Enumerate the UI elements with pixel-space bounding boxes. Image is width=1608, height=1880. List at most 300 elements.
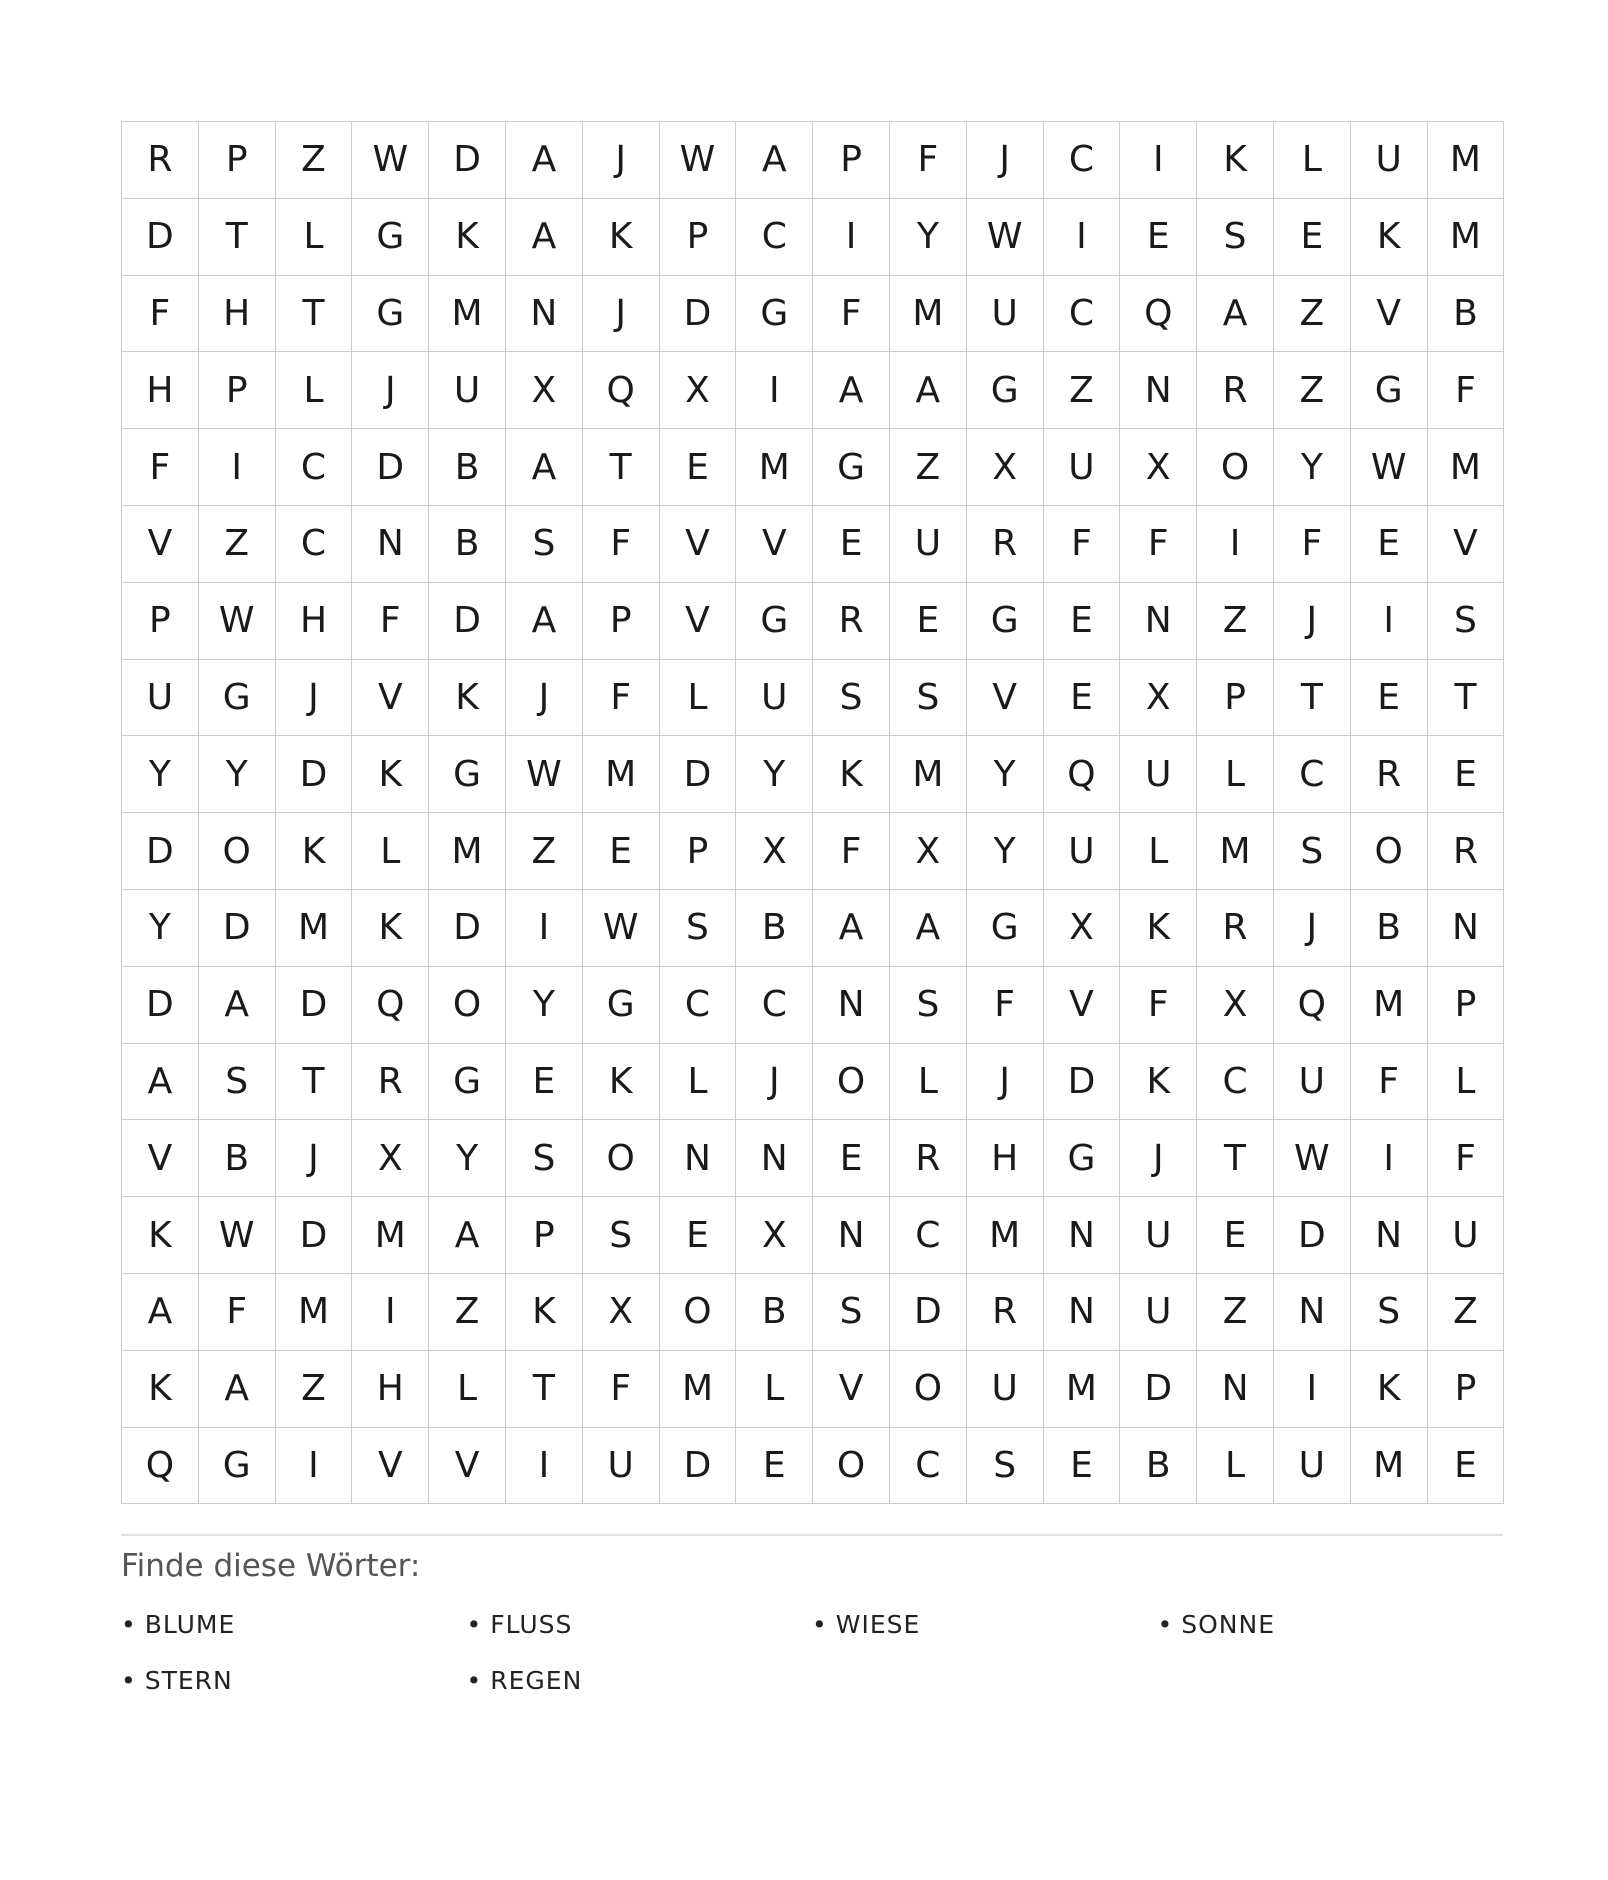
grid-cell[interactable]: C	[276, 506, 353, 583]
grid-cell[interactable]: A	[122, 1274, 199, 1351]
grid-cell[interactable]: K	[1351, 199, 1428, 276]
grid-cell[interactable]: U	[890, 506, 967, 583]
grid-cell[interactable]: Z	[276, 1351, 353, 1428]
grid-cell[interactable]: L	[1120, 813, 1197, 890]
grid-cell[interactable]: N	[660, 1120, 737, 1197]
grid-cell[interactable]: V	[813, 1351, 890, 1428]
grid-cell[interactable]: M	[1428, 199, 1505, 276]
grid-cell[interactable]: V	[122, 1120, 199, 1197]
grid-cell[interactable]: H	[276, 583, 353, 660]
grid-cell[interactable]: L	[1274, 122, 1351, 199]
grid-cell[interactable]: U	[1120, 1197, 1197, 1274]
grid-cell[interactable]: T	[1274, 660, 1351, 737]
grid-cell[interactable]: P	[199, 352, 276, 429]
grid-cell[interactable]: Y	[199, 736, 276, 813]
grid-cell[interactable]: W	[199, 1197, 276, 1274]
grid-cell[interactable]: C	[1197, 1044, 1274, 1121]
grid-cell[interactable]: F	[1120, 967, 1197, 1044]
grid-cell[interactable]: L	[736, 1351, 813, 1428]
grid-cell[interactable]: E	[1351, 506, 1428, 583]
grid-cell[interactable]: M	[429, 813, 506, 890]
grid-cell[interactable]: J	[506, 660, 583, 737]
grid-cell[interactable]: G	[583, 967, 660, 1044]
grid-cell[interactable]: F	[352, 583, 429, 660]
grid-cell[interactable]: G	[813, 429, 890, 506]
grid-cell[interactable]: D	[276, 736, 353, 813]
grid-cell[interactable]: G	[352, 276, 429, 353]
grid-cell[interactable]: V	[967, 660, 1044, 737]
grid-cell[interactable]: F	[583, 1351, 660, 1428]
grid-cell[interactable]: A	[199, 967, 276, 1044]
grid-cell[interactable]: P	[813, 122, 890, 199]
grid-cell[interactable]: S	[660, 890, 737, 967]
grid-cell[interactable]: A	[429, 1197, 506, 1274]
grid-cell[interactable]: H	[122, 352, 199, 429]
grid-cell[interactable]: F	[1428, 1120, 1505, 1197]
grid-cell[interactable]: D	[122, 813, 199, 890]
grid-cell[interactable]: X	[660, 352, 737, 429]
grid-cell[interactable]: U	[967, 1351, 1044, 1428]
grid-cell[interactable]: Z	[506, 813, 583, 890]
grid-cell[interactable]: X	[1120, 660, 1197, 737]
grid-cell[interactable]: D	[429, 122, 506, 199]
grid-cell[interactable]: E	[660, 1197, 737, 1274]
grid-cell[interactable]: K	[352, 890, 429, 967]
grid-cell[interactable]: E	[813, 1120, 890, 1197]
grid-cell[interactable]: Z	[199, 506, 276, 583]
grid-cell[interactable]: X	[890, 813, 967, 890]
grid-cell[interactable]: F	[122, 276, 199, 353]
grid-cell[interactable]: D	[660, 276, 737, 353]
grid-cell[interactable]: I	[1351, 583, 1428, 660]
grid-cell[interactable]: U	[967, 276, 1044, 353]
grid-cell[interactable]: E	[583, 813, 660, 890]
grid-cell[interactable]: S	[890, 660, 967, 737]
grid-cell[interactable]: A	[890, 352, 967, 429]
grid-cell[interactable]: Y	[736, 736, 813, 813]
grid-cell[interactable]: V	[1044, 967, 1121, 1044]
grid-cell[interactable]: A	[813, 352, 890, 429]
grid-cell[interactable]: S	[890, 967, 967, 1044]
grid-cell[interactable]: O	[199, 813, 276, 890]
grid-cell[interactable]: S	[967, 1428, 1044, 1505]
grid-cell[interactable]: U	[1274, 1044, 1351, 1121]
grid-cell[interactable]: M	[429, 276, 506, 353]
grid-cell[interactable]: F	[1274, 506, 1351, 583]
grid-cell[interactable]: B	[1428, 276, 1505, 353]
grid-cell[interactable]: N	[1120, 583, 1197, 660]
grid-cell[interactable]: G	[736, 583, 813, 660]
grid-cell[interactable]: J	[967, 122, 1044, 199]
grid-cell[interactable]: L	[1197, 1428, 1274, 1505]
grid-cell[interactable]: F	[122, 429, 199, 506]
grid-cell[interactable]: V	[352, 1428, 429, 1505]
grid-cell[interactable]: D	[276, 1197, 353, 1274]
grid-cell[interactable]: D	[1120, 1351, 1197, 1428]
grid-cell[interactable]: S	[506, 506, 583, 583]
grid-cell[interactable]: P	[1428, 967, 1505, 1044]
grid-cell[interactable]: P	[122, 583, 199, 660]
grid-cell[interactable]: E	[1197, 1197, 1274, 1274]
grid-cell[interactable]: F	[813, 813, 890, 890]
grid-cell[interactable]: F	[583, 506, 660, 583]
grid-cell[interactable]: U	[122, 660, 199, 737]
grid-cell[interactable]: Z	[429, 1274, 506, 1351]
grid-cell[interactable]: S	[1428, 583, 1505, 660]
grid-cell[interactable]: N	[1351, 1197, 1428, 1274]
grid-cell[interactable]: I	[736, 352, 813, 429]
grid-cell[interactable]: F	[813, 276, 890, 353]
grid-cell[interactable]: C	[736, 967, 813, 1044]
grid-cell[interactable]: U	[1428, 1197, 1505, 1274]
grid-cell[interactable]: Y	[890, 199, 967, 276]
grid-cell[interactable]: P	[506, 1197, 583, 1274]
grid-cell[interactable]: K	[352, 736, 429, 813]
grid-cell[interactable]: D	[1044, 1044, 1121, 1121]
grid-cell[interactable]: Y	[122, 736, 199, 813]
grid-cell[interactable]: U	[429, 352, 506, 429]
grid-cell[interactable]: R	[813, 583, 890, 660]
grid-cell[interactable]: Z	[1044, 352, 1121, 429]
grid-cell[interactable]: F	[1351, 1044, 1428, 1121]
grid-cell[interactable]: X	[736, 813, 813, 890]
grid-cell[interactable]: P	[1197, 660, 1274, 737]
grid-cell[interactable]: D	[352, 429, 429, 506]
grid-cell[interactable]: X	[736, 1197, 813, 1274]
grid-cell[interactable]: Z	[276, 122, 353, 199]
grid-cell[interactable]: P	[660, 199, 737, 276]
grid-cell[interactable]: Q	[352, 967, 429, 1044]
grid-cell[interactable]: C	[276, 429, 353, 506]
grid-cell[interactable]: G	[967, 352, 1044, 429]
grid-cell[interactable]: S	[199, 1044, 276, 1121]
grid-cell[interactable]: T	[583, 429, 660, 506]
grid-cell[interactable]: S	[813, 660, 890, 737]
grid-cell[interactable]: M	[890, 276, 967, 353]
grid-cell[interactable]: V	[660, 583, 737, 660]
grid-cell[interactable]: U	[736, 660, 813, 737]
grid-cell[interactable]: R	[967, 506, 1044, 583]
grid-cell[interactable]: D	[122, 967, 199, 1044]
grid-cell[interactable]: R	[122, 122, 199, 199]
grid-cell[interactable]: F	[1044, 506, 1121, 583]
grid-cell[interactable]: E	[1120, 199, 1197, 276]
grid-cell[interactable]: T	[276, 276, 353, 353]
grid-cell[interactable]: Q	[122, 1428, 199, 1505]
grid-cell[interactable]: J	[276, 660, 353, 737]
grid-cell[interactable]: N	[813, 967, 890, 1044]
grid-cell[interactable]: E	[506, 1044, 583, 1121]
grid-cell[interactable]: O	[429, 967, 506, 1044]
grid-cell[interactable]: S	[1274, 813, 1351, 890]
grid-cell[interactable]: P	[199, 122, 276, 199]
grid-cell[interactable]: Z	[1274, 276, 1351, 353]
grid-cell[interactable]: E	[1351, 660, 1428, 737]
grid-cell[interactable]: A	[506, 199, 583, 276]
grid-cell[interactable]: N	[1044, 1274, 1121, 1351]
grid-cell[interactable]: V	[122, 506, 199, 583]
grid-cell[interactable]: K	[583, 1044, 660, 1121]
grid-cell[interactable]: Y	[122, 890, 199, 967]
grid-cell[interactable]: L	[660, 1044, 737, 1121]
grid-cell[interactable]: V	[736, 506, 813, 583]
grid-cell[interactable]: A	[122, 1044, 199, 1121]
grid-cell[interactable]: E	[1274, 199, 1351, 276]
grid-cell[interactable]: W	[967, 199, 1044, 276]
grid-cell[interactable]: A	[506, 122, 583, 199]
grid-cell[interactable]: J	[583, 276, 660, 353]
grid-cell[interactable]: X	[583, 1274, 660, 1351]
grid-cell[interactable]: U	[1044, 813, 1121, 890]
grid-cell[interactable]: P	[583, 583, 660, 660]
grid-cell[interactable]: V	[660, 506, 737, 583]
grid-cell[interactable]: E	[1044, 1428, 1121, 1505]
grid-cell[interactable]: L	[1428, 1044, 1505, 1121]
grid-cell[interactable]: J	[276, 1120, 353, 1197]
grid-cell[interactable]: W	[506, 736, 583, 813]
grid-cell[interactable]: B	[1120, 1428, 1197, 1505]
grid-cell[interactable]: Q	[583, 352, 660, 429]
grid-cell[interactable]: G	[1351, 352, 1428, 429]
grid-cell[interactable]: K	[429, 660, 506, 737]
grid-cell[interactable]: K	[813, 736, 890, 813]
grid-cell[interactable]: X	[506, 352, 583, 429]
grid-cell[interactable]: J	[1274, 583, 1351, 660]
grid-cell[interactable]: G	[199, 660, 276, 737]
grid-cell[interactable]: Y	[429, 1120, 506, 1197]
grid-cell[interactable]: I	[199, 429, 276, 506]
grid-cell[interactable]: Q	[1120, 276, 1197, 353]
grid-cell[interactable]: K	[122, 1351, 199, 1428]
grid-cell[interactable]: K	[1197, 122, 1274, 199]
grid-cell[interactable]: X	[352, 1120, 429, 1197]
grid-cell[interactable]: M	[1351, 1428, 1428, 1505]
grid-cell[interactable]: E	[890, 583, 967, 660]
grid-cell[interactable]: A	[890, 890, 967, 967]
grid-cell[interactable]: M	[1197, 813, 1274, 890]
grid-cell[interactable]: U	[1120, 736, 1197, 813]
grid-cell[interactable]: N	[1120, 352, 1197, 429]
grid-cell[interactable]: B	[736, 890, 813, 967]
grid-cell[interactable]: J	[352, 352, 429, 429]
grid-cell[interactable]: E	[736, 1428, 813, 1505]
grid-cell[interactable]: B	[736, 1274, 813, 1351]
grid-cell[interactable]: U	[1274, 1428, 1351, 1505]
grid-cell[interactable]: I	[1120, 122, 1197, 199]
grid-cell[interactable]: I	[506, 890, 583, 967]
grid-cell[interactable]: G	[967, 583, 1044, 660]
grid-cell[interactable]: R	[1428, 813, 1505, 890]
grid-cell[interactable]: D	[890, 1274, 967, 1351]
grid-cell[interactable]: O	[583, 1120, 660, 1197]
grid-cell[interactable]: A	[199, 1351, 276, 1428]
grid-cell[interactable]: D	[429, 583, 506, 660]
grid-cell[interactable]: O	[1197, 429, 1274, 506]
grid-cell[interactable]: M	[276, 1274, 353, 1351]
grid-cell[interactable]: R	[967, 1274, 1044, 1351]
grid-cell[interactable]: E	[1428, 736, 1505, 813]
grid-cell[interactable]: V	[1351, 276, 1428, 353]
grid-cell[interactable]: K	[1120, 890, 1197, 967]
grid-cell[interactable]: X	[1120, 429, 1197, 506]
grid-cell[interactable]: J	[736, 1044, 813, 1121]
grid-cell[interactable]: K	[1120, 1044, 1197, 1121]
grid-cell[interactable]: L	[890, 1044, 967, 1121]
grid-cell[interactable]: S	[1197, 199, 1274, 276]
grid-cell[interactable]: I	[1044, 199, 1121, 276]
grid-cell[interactable]: U	[1044, 429, 1121, 506]
grid-cell[interactable]: N	[506, 276, 583, 353]
grid-cell[interactable]: F	[199, 1274, 276, 1351]
grid-cell[interactable]: M	[276, 890, 353, 967]
grid-cell[interactable]: H	[967, 1120, 1044, 1197]
grid-cell[interactable]: B	[199, 1120, 276, 1197]
grid-cell[interactable]: P	[660, 813, 737, 890]
grid-cell[interactable]: V	[1428, 506, 1505, 583]
grid-cell[interactable]: O	[813, 1428, 890, 1505]
grid-cell[interactable]: N	[813, 1197, 890, 1274]
grid-cell[interactable]: R	[1197, 890, 1274, 967]
grid-cell[interactable]: Y	[967, 736, 1044, 813]
grid-cell[interactable]: G	[736, 276, 813, 353]
grid-cell[interactable]: M	[890, 736, 967, 813]
grid-cell[interactable]: Y	[1274, 429, 1351, 506]
grid-cell[interactable]: I	[1274, 1351, 1351, 1428]
grid-cell[interactable]: O	[660, 1274, 737, 1351]
grid-cell[interactable]: R	[1197, 352, 1274, 429]
grid-cell[interactable]: T	[199, 199, 276, 276]
grid-cell[interactable]: I	[506, 1428, 583, 1505]
grid-cell[interactable]: X	[1197, 967, 1274, 1044]
grid-cell[interactable]: I	[352, 1274, 429, 1351]
grid-cell[interactable]: A	[736, 122, 813, 199]
grid-cell[interactable]: A	[506, 583, 583, 660]
grid-cell[interactable]: S	[583, 1197, 660, 1274]
grid-cell[interactable]: Z	[1428, 1274, 1505, 1351]
grid-cell[interactable]: K	[583, 199, 660, 276]
grid-cell[interactable]: R	[890, 1120, 967, 1197]
grid-cell[interactable]: M	[967, 1197, 1044, 1274]
grid-cell[interactable]: T	[1197, 1120, 1274, 1197]
grid-cell[interactable]: A	[813, 890, 890, 967]
grid-cell[interactable]: T	[1428, 660, 1505, 737]
grid-cell[interactable]: N	[1428, 890, 1505, 967]
grid-cell[interactable]: F	[1428, 352, 1505, 429]
grid-cell[interactable]: Q	[1044, 736, 1121, 813]
grid-cell[interactable]: L	[352, 813, 429, 890]
grid-cell[interactable]: I	[813, 199, 890, 276]
grid-cell[interactable]: L	[1197, 736, 1274, 813]
grid-cell[interactable]: V	[352, 660, 429, 737]
grid-cell[interactable]: M	[583, 736, 660, 813]
grid-cell[interactable]: U	[1120, 1274, 1197, 1351]
grid-cell[interactable]: Z	[890, 429, 967, 506]
grid-cell[interactable]: E	[1428, 1428, 1505, 1505]
grid-cell[interactable]: D	[199, 890, 276, 967]
grid-cell[interactable]: O	[1351, 813, 1428, 890]
grid-cell[interactable]: M	[352, 1197, 429, 1274]
grid-cell[interactable]: O	[890, 1351, 967, 1428]
grid-cell[interactable]: V	[429, 1428, 506, 1505]
grid-cell[interactable]: B	[429, 506, 506, 583]
grid-cell[interactable]: A	[506, 429, 583, 506]
grid-cell[interactable]: S	[506, 1120, 583, 1197]
grid-cell[interactable]: I	[276, 1428, 353, 1505]
grid-cell[interactable]: W	[352, 122, 429, 199]
grid-cell[interactable]: C	[736, 199, 813, 276]
grid-cell[interactable]: D	[276, 967, 353, 1044]
grid-cell[interactable]: T	[276, 1044, 353, 1121]
grid-cell[interactable]: L	[276, 199, 353, 276]
grid-cell[interactable]: Y	[506, 967, 583, 1044]
grid-cell[interactable]: F	[890, 122, 967, 199]
grid-cell[interactable]: B	[429, 429, 506, 506]
grid-cell[interactable]: E	[1044, 660, 1121, 737]
grid-cell[interactable]: D	[1274, 1197, 1351, 1274]
grid-cell[interactable]: J	[583, 122, 660, 199]
grid-cell[interactable]: C	[1044, 276, 1121, 353]
grid-cell[interactable]: X	[967, 429, 1044, 506]
grid-cell[interactable]: G	[199, 1428, 276, 1505]
grid-cell[interactable]: L	[276, 352, 353, 429]
grid-cell[interactable]: N	[1197, 1351, 1274, 1428]
grid-cell[interactable]: P	[1428, 1351, 1505, 1428]
grid-cell[interactable]: M	[736, 429, 813, 506]
grid-cell[interactable]: J	[1274, 890, 1351, 967]
grid-cell[interactable]: Y	[967, 813, 1044, 890]
grid-cell[interactable]: G	[1044, 1120, 1121, 1197]
grid-cell[interactable]: X	[1044, 890, 1121, 967]
grid-cell[interactable]: K	[122, 1197, 199, 1274]
grid-cell[interactable]: C	[1274, 736, 1351, 813]
grid-cell[interactable]: F	[1120, 506, 1197, 583]
grid-cell[interactable]: G	[429, 736, 506, 813]
grid-cell[interactable]: F	[967, 967, 1044, 1044]
grid-cell[interactable]: E	[1044, 583, 1121, 660]
grid-cell[interactable]: D	[660, 1428, 737, 1505]
grid-cell[interactable]: N	[1044, 1197, 1121, 1274]
grid-cell[interactable]: C	[890, 1197, 967, 1274]
grid-cell[interactable]: W	[660, 122, 737, 199]
grid-cell[interactable]: N	[1274, 1274, 1351, 1351]
grid-cell[interactable]: I	[1197, 506, 1274, 583]
grid-cell[interactable]: C	[660, 967, 737, 1044]
grid-cell[interactable]: J	[1120, 1120, 1197, 1197]
grid-cell[interactable]: M	[1044, 1351, 1121, 1428]
grid-cell[interactable]: K	[1351, 1351, 1428, 1428]
grid-cell[interactable]: K	[429, 199, 506, 276]
grid-cell[interactable]: K	[276, 813, 353, 890]
grid-cell[interactable]: L	[429, 1351, 506, 1428]
grid-cell[interactable]: N	[736, 1120, 813, 1197]
grid-cell[interactable]: R	[1351, 736, 1428, 813]
grid-cell[interactable]: W	[199, 583, 276, 660]
grid-cell[interactable]: D	[429, 890, 506, 967]
grid-cell[interactable]: E	[813, 506, 890, 583]
grid-cell[interactable]: J	[967, 1044, 1044, 1121]
grid-cell[interactable]: S	[813, 1274, 890, 1351]
grid-cell[interactable]: C	[890, 1428, 967, 1505]
grid-cell[interactable]: W	[1274, 1120, 1351, 1197]
grid-cell[interactable]: O	[813, 1044, 890, 1121]
grid-cell[interactable]: Z	[1274, 352, 1351, 429]
grid-cell[interactable]: Z	[1197, 583, 1274, 660]
grid-cell[interactable]: H	[352, 1351, 429, 1428]
grid-cell[interactable]: S	[1351, 1274, 1428, 1351]
grid-cell[interactable]: W	[583, 890, 660, 967]
grid-cell[interactable]: M	[660, 1351, 737, 1428]
grid-cell[interactable]: R	[352, 1044, 429, 1121]
